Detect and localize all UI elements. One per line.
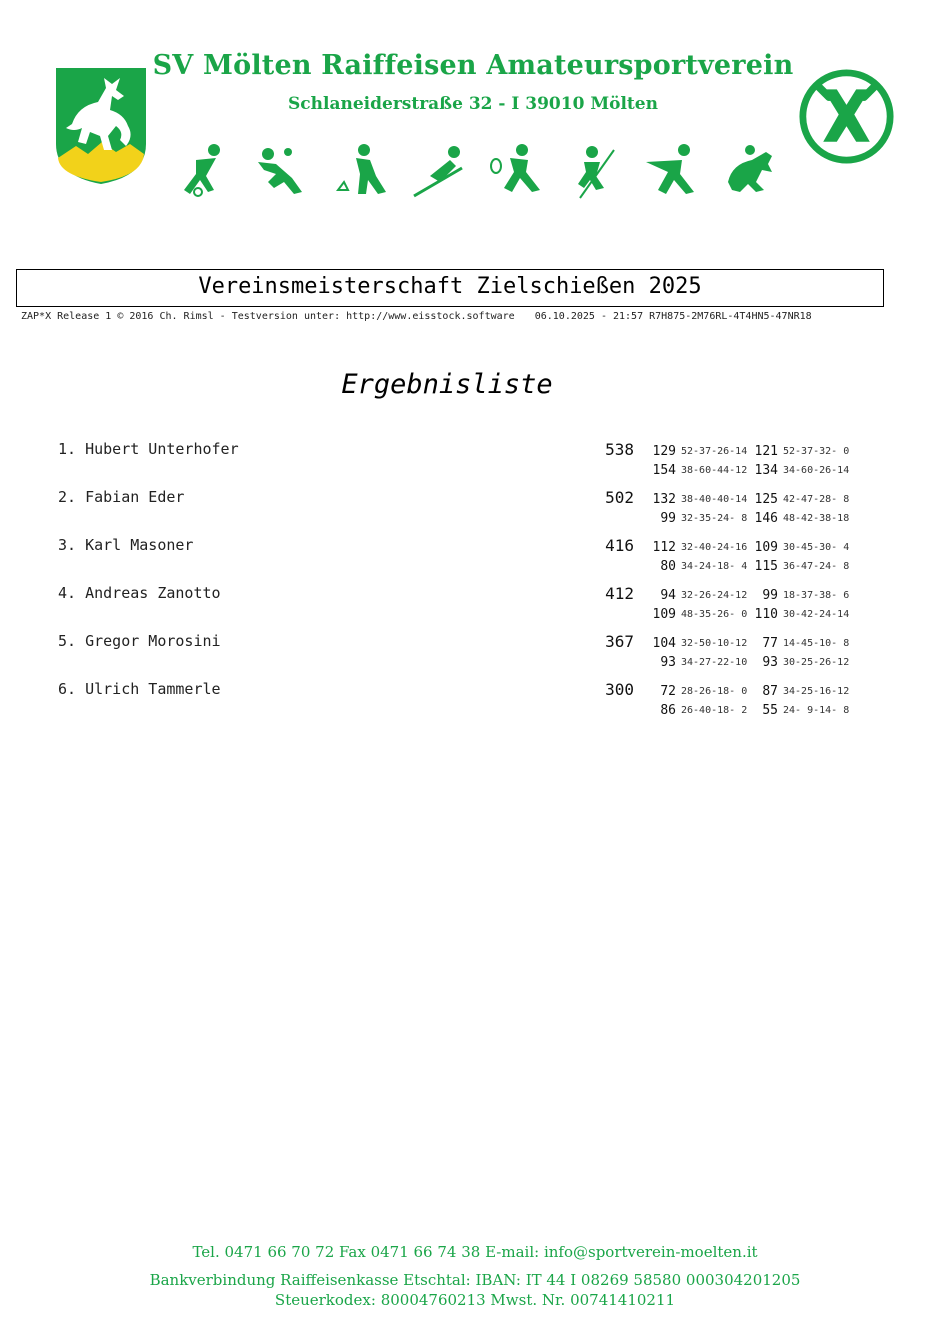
game-detail: 48-35-26- 0 xyxy=(681,609,748,620)
club-crest-logo xyxy=(54,66,148,186)
game-sum: 94 xyxy=(660,588,676,603)
game-sum: 125 xyxy=(754,492,778,507)
raiffeisen-logo xyxy=(798,68,895,165)
game-sum: 121 xyxy=(754,444,778,459)
result-row xyxy=(0,536,950,582)
game-score xyxy=(748,540,948,556)
runner-icon xyxy=(644,142,702,200)
game-score xyxy=(748,636,948,652)
game-sum: 132 xyxy=(652,492,676,507)
game-detail: 34-25-16-12 xyxy=(783,686,850,697)
game-detail: 24- 9-14- 8 xyxy=(783,705,850,716)
game-detail: 18-37-38- 6 xyxy=(783,590,850,601)
result-row xyxy=(0,440,950,486)
game-sum: 87 xyxy=(762,684,778,699)
game-score xyxy=(748,703,948,719)
tennis-player-icon xyxy=(488,142,546,200)
game-sum: 109 xyxy=(754,540,778,555)
game-detail: 36-47-24- 8 xyxy=(783,561,850,572)
game-sum: 72 xyxy=(660,684,676,699)
game-score xyxy=(748,511,948,527)
game-detail: 30-25-26-12 xyxy=(783,657,850,668)
player-total: 502 xyxy=(605,488,634,507)
game-detail: 26-40-18- 2 xyxy=(681,705,748,716)
player-total: 300 xyxy=(605,680,634,699)
skier-icon xyxy=(566,142,624,200)
game-sum: 154 xyxy=(652,463,676,478)
footer-bank-details: Bankverbindung Raiffeisenkasse Etschtal: IBAN: IT 44 I 08269 58580 000304201205 xyxy=(149,1271,801,1289)
game-detail: 28-26-18- 0 xyxy=(681,686,748,697)
result-row xyxy=(0,680,950,726)
result-row xyxy=(0,584,950,630)
curling-player-icon xyxy=(332,142,390,200)
result-row xyxy=(0,632,950,678)
game-sum: 86 xyxy=(660,703,676,718)
game-score xyxy=(748,559,948,575)
footer-contact: Tel. 0471 66 70 72 Fax 0471 66 74 38 E-mail: info@sportverein-moelten.it xyxy=(192,1243,758,1261)
game-sum: 104 xyxy=(652,636,676,651)
game-sum: 146 xyxy=(754,511,778,526)
game-sum: 112 xyxy=(652,540,676,555)
player-total: 538 xyxy=(605,440,634,459)
player-name: 6. Ulrich Tammerle xyxy=(58,680,221,698)
game-detail: 32-40-24-16 xyxy=(681,542,748,553)
game-detail: 32-35-24- 8 xyxy=(681,513,748,524)
game-sum: 129 xyxy=(652,444,676,459)
player-name: 4. Andreas Zanotto xyxy=(58,584,221,602)
results-list-title: Ergebnisliste xyxy=(341,369,553,400)
game-detail: 42-47-28- 8 xyxy=(783,494,850,505)
player-name: 1. Hubert Unterhofer xyxy=(58,440,239,458)
software-info-line xyxy=(21,311,826,322)
player-name: 2. Fabian Eder xyxy=(58,488,185,506)
software-info: ZAP*X Release 1 © 2016 Ch. Rimsl - Testversion unter: http://www.eisstock.software xyxy=(21,311,515,322)
game-sum: 99 xyxy=(762,588,778,603)
game-sum: 55 xyxy=(762,703,778,718)
footer-tax-details: Steuerkodex: 80004760213 Mwst. Nr. 00741410211 xyxy=(274,1291,676,1309)
game-detail: 14-45-10- 8 xyxy=(783,638,850,649)
game-sum: 77 xyxy=(762,636,778,651)
game-sum: 93 xyxy=(660,655,676,670)
game-detail: 30-42-24-14 xyxy=(783,609,850,620)
game-detail: 32-26-24-12 xyxy=(681,590,748,601)
game-detail: 38-40-40-14 xyxy=(681,494,748,505)
game-score xyxy=(748,684,948,700)
game-detail: 48-42-38-18 xyxy=(783,513,850,524)
player-name: 3. Karl Masoner xyxy=(58,536,194,554)
sport-icons-row xyxy=(176,142,788,202)
horse-rider-icon xyxy=(722,142,780,200)
event-title: Vereinsmeisterschaft Zielschießen 2025 xyxy=(16,269,884,307)
result-row xyxy=(0,488,950,534)
club-name: SV Mölten Raiffeisen Amateursportverein xyxy=(152,50,794,81)
game-sum: 99 xyxy=(660,511,676,526)
player-total: 367 xyxy=(605,632,634,651)
game-sum: 115 xyxy=(754,559,778,574)
game-score xyxy=(748,607,948,623)
game-detail: 30-45-30- 4 xyxy=(783,542,850,553)
game-detail: 32-50-10-12 xyxy=(681,638,748,649)
game-score xyxy=(748,492,948,508)
soccer-player-icon xyxy=(176,142,234,200)
game-score xyxy=(748,588,948,604)
game-score xyxy=(748,655,948,671)
club-address: Schlaneiderstraße 32 - I 39010 Mölten xyxy=(288,94,658,114)
game-sum: 109 xyxy=(652,607,676,622)
game-sum: 93 xyxy=(762,655,778,670)
volleyball-player-icon xyxy=(254,142,312,200)
game-detail: 52-37-32- 0 xyxy=(783,446,850,457)
game-sum: 110 xyxy=(754,607,778,622)
player-total: 416 xyxy=(605,536,634,555)
game-detail: 34-60-26-14 xyxy=(783,465,850,476)
game-score xyxy=(748,463,948,479)
game-detail: 34-24-18- 4 xyxy=(681,561,748,572)
game-detail: 38-60-44-12 xyxy=(681,465,748,476)
sled-rider-icon xyxy=(410,142,468,200)
player-name: 5. Gregor Morosini xyxy=(58,632,221,650)
game-score xyxy=(748,444,948,460)
game-sum: 134 xyxy=(754,463,778,478)
game-detail: 34-27-22-10 xyxy=(681,657,748,668)
game-detail: 52-37-26-14 xyxy=(681,446,748,457)
player-total: 412 xyxy=(605,584,634,603)
game-sum: 80 xyxy=(660,559,676,574)
print-timestamp: 06.10.2025 - 21:57 R7H875-2M76RL-4T4HN5-47NR18 xyxy=(534,311,812,322)
